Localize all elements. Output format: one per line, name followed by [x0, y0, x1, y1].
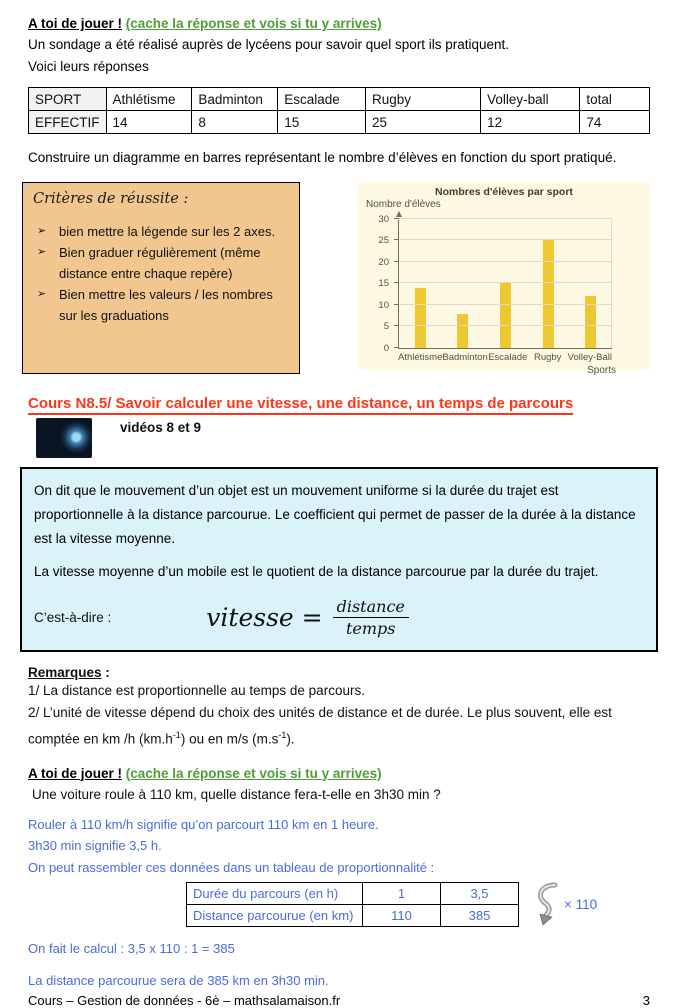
proportionality-table — [186, 882, 519, 927]
criteria-item-text: Bien mettre les valeurs / les nombres sur les graduations — [59, 287, 273, 323]
intro-line-2: Voici leurs réponses — [28, 59, 149, 74]
videos-note: vidéos 8 et 9 — [120, 420, 202, 435]
footer-page-number: 3 — [642, 993, 650, 1008]
curved-arrow-icon — [533, 881, 559, 927]
play-heading-1-note: (cache la réponse et vois si tu y arrives) — [125, 16, 382, 31]
x-tick-label: Volley-Ball — [567, 352, 613, 363]
play-heading-2 — [28, 766, 650, 781]
answer-line: La distance parcourue sera de 385 km en 3h30 min. — [28, 973, 329, 988]
remarks-title — [28, 665, 650, 680]
x-tick-label: Escalade — [488, 352, 528, 363]
sports-table-header-cell: Volley-ball — [481, 88, 580, 111]
exercise-solution — [28, 814, 650, 989]
criteria-item — [33, 284, 289, 326]
sports-table-value-cell: 14 — [106, 111, 192, 134]
y-tick-label: 5 — [383, 321, 389, 332]
sports-table-header-cell: Escalade — [278, 88, 366, 111]
criteria-list — [33, 221, 289, 326]
sports-table-value-cell: 25 — [365, 111, 480, 134]
criteria-title: Critères de réussite : — [33, 191, 189, 207]
bar-chart-figure — [358, 182, 650, 376]
gridline — [399, 239, 612, 240]
y-tick-label: 25 — [378, 235, 389, 246]
play-heading-2-title: A toi de jouer ! — [28, 765, 122, 781]
course-heading — [28, 395, 650, 412]
prop-value-cell: 1 — [363, 882, 441, 904]
sports-table — [28, 87, 650, 134]
sports-table-row-label: EFFECTIF — [29, 111, 107, 134]
y-tick-label: 30 — [378, 214, 389, 225]
remark-line-2-end: ). — [286, 731, 295, 747]
sports-table-header-cell: total — [580, 88, 650, 111]
play-heading-2-note: (cache la réponse et vois si tu y arrives) — [125, 765, 382, 781]
criteria-item — [33, 242, 289, 284]
chart-y-axis-label: Nombre d'élèves — [366, 199, 441, 210]
y-tick-mark — [394, 347, 399, 348]
arrow-bullet-icon: ➢ — [37, 288, 47, 300]
prop-row-label: Distance parcourue (en km) — [187, 904, 363, 926]
prop-table-row — [187, 904, 519, 926]
chart-x-axis-label: Sports — [587, 365, 616, 376]
y-axis-arrow-icon — [396, 211, 402, 217]
remark-line-2 — [28, 702, 650, 751]
y-tick-label: 0 — [383, 343, 389, 354]
criteria-item-text: Bien graduer régulièrement (même distance entre chaque repère) — [59, 245, 261, 281]
definition-paragraph-1: On dit que le mouvement d’un objet est un mouvement uniforme si la durée du trajet est proportionnelle à la distance parcourue. Le coefficient qui permet de passer de la durée à la distance est la vitesse moyenne. — [34, 483, 636, 546]
camera-lens-image — [36, 418, 92, 458]
bar-escalade — [500, 283, 511, 348]
x-tick-label: Badminton — [442, 352, 488, 363]
prop-value-cell: 3,5 — [441, 882, 519, 904]
sports-table-corner-cell: SPORT — [29, 88, 107, 111]
remark-line-2-sup1: -1 — [172, 730, 181, 740]
sports-table-value-cell: 15 — [278, 111, 366, 134]
prop-table-row — [187, 882, 519, 904]
multiplier-annotation — [533, 881, 597, 927]
prop-row-label: Durée du parcours (en h) — [187, 882, 363, 904]
gridline — [399, 282, 612, 283]
formula-numerator: distance — [333, 597, 409, 618]
criteria-box — [22, 182, 300, 374]
chart-plot-area — [398, 220, 612, 349]
chart-y-axis — [358, 214, 398, 354]
chart-title: Nombres d'élèves par sport — [435, 186, 573, 198]
sports-table-value-cell: 74 — [580, 111, 650, 134]
gridline — [399, 304, 612, 305]
solution-line-3: On peut rassembler ces données dans un tableau de proportionnalité : — [28, 859, 435, 875]
sports-table-header-cell: Rugby — [365, 88, 480, 111]
proportionality-zone — [28, 881, 650, 927]
sports-table-header-cell: Badminton — [192, 88, 278, 111]
solution-line-1: Rouler à 110 km/h signifie qu’on parcourt 110 km en 1 heure. — [28, 816, 379, 832]
remark-line-2-pre: 2/ L’unité de vitesse dépend du choix des unités de distance et de durée. Le plus souvent, elle est comptée en km /h (km.h — [28, 705, 612, 747]
intro-line-1: Un sondage a été réalisé auprès de lycéens pour savoir quel sport ils pratiquent. — [28, 37, 510, 52]
remark-line-1: 1/ La distance est proportionnelle au temps de parcours. — [28, 683, 365, 698]
criteria-item — [33, 221, 289, 242]
arrow-bullet-icon: ➢ — [37, 246, 47, 258]
formula-label: C’est-à-dire : — [34, 610, 112, 625]
x-tick-label: Rugby — [533, 352, 562, 363]
sports-table-value-cell: 8 — [192, 111, 278, 134]
footer-course-label: Cours – Gestion de données - 6è – mathsalamaison.fr — [28, 993, 341, 1008]
criteria-and-chart-zone — [28, 182, 650, 374]
gridline — [399, 261, 612, 262]
remarks-title-text: Remarques — [28, 665, 102, 680]
solution-line-2: 3h30 min signifie 3,5 h. — [28, 838, 162, 853]
video-row — [28, 418, 650, 458]
y-tick-label: 20 — [378, 257, 389, 268]
definition-box — [20, 467, 658, 652]
sports-table-header-cell: Athlétisme — [106, 88, 192, 111]
multiplier-label: × 110 — [564, 896, 598, 912]
remark-line-2-sup2: -1 — [278, 730, 287, 740]
criteria-item-text: bien mettre la légende sur les 2 axes. — [59, 224, 276, 239]
y-tick-label: 10 — [378, 300, 389, 311]
course-heading-text: Cours N8.5/ Savoir calculer une vitesse, une distance, un temps de parcours — [28, 395, 573, 415]
formula-lhs: vitesse = — [206, 603, 323, 632]
exercise-question: Une voiture roule à 110 km, quelle distance fera-t-elle en 3h30 min ? — [32, 786, 441, 802]
formula-denominator: temps — [345, 619, 396, 638]
bar-rugby — [543, 240, 554, 348]
sports-table-values-row — [29, 111, 650, 134]
formula-fraction — [333, 597, 409, 638]
play-heading-1-title: A toi de jouer ! — [28, 16, 122, 31]
bar-badminton — [457, 314, 468, 348]
play-heading-1 — [28, 16, 650, 31]
remarks-title-suffix: : — [101, 665, 110, 680]
x-tick-label: Athlétisme — [398, 352, 443, 363]
chart-x-labels — [398, 352, 612, 363]
page-footer — [28, 993, 650, 1008]
prop-value-cell: 385 — [441, 904, 519, 926]
speed-formula — [206, 597, 409, 638]
sports-table-value-cell: 12 — [481, 111, 580, 134]
remark-line-2-mid: ) ou en m/s (m.s — [180, 731, 279, 747]
remarks-section — [28, 665, 650, 751]
bar-athlétisme — [415, 288, 426, 348]
arrow-bullet-icon: ➢ — [37, 225, 47, 237]
gridline — [399, 218, 612, 219]
definition-paragraph-2: La vitesse moyenne d’un mobile est le quotient de la distance parcourue par la durée du trajet. — [34, 564, 599, 579]
prop-value-cell: 110 — [363, 904, 441, 926]
calculation-line: On fait le calcul : 3,5 x 110 : 1 = 385 — [28, 941, 235, 956]
sports-table-header-row — [29, 88, 650, 111]
gridline — [399, 325, 612, 326]
chart-instruction: Construire un diagramme en barres représentant le nombre d’élèves en fonction du sport pratiqué. — [28, 150, 617, 165]
y-tick-label: 15 — [378, 278, 389, 289]
